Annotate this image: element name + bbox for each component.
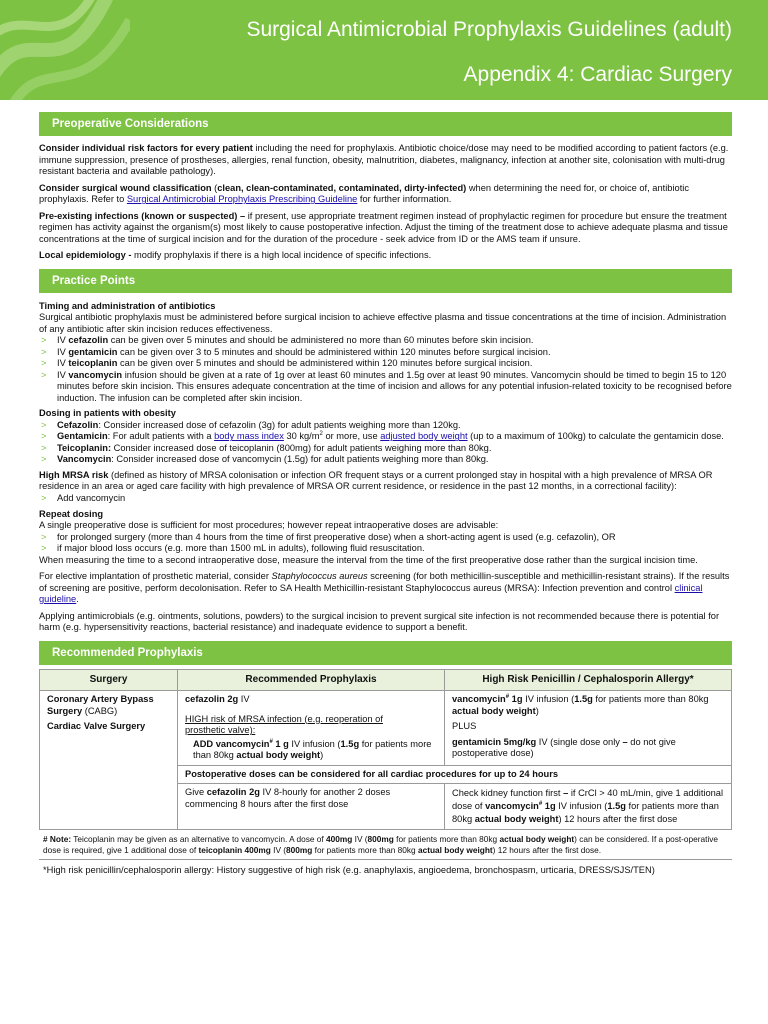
list-item bbox=[39, 335, 732, 347]
bold-text: actual body weight bbox=[499, 834, 575, 845]
italic-text: Staphylococcus aureus bbox=[271, 571, 368, 582]
text: for patients more than 80kg bbox=[193, 738, 432, 761]
allergy-gentamicin bbox=[452, 737, 724, 760]
preop-section bbox=[39, 136, 732, 262]
col-header-allergy: High Risk Penicillin / Cephalosporin Allergy* bbox=[445, 669, 732, 690]
bold-text: actual body weight bbox=[236, 750, 321, 761]
mrsa-para bbox=[39, 470, 732, 493]
list-item bbox=[39, 431, 732, 443]
bold-text: vancomycin bbox=[485, 801, 539, 812]
text: do not give postoperative dose) bbox=[452, 736, 676, 759]
repeat-para-2: When measuring the time to a second intraoperative dose, measure the interval from the time of the first preoperative dose rather than the surgical incision time. bbox=[39, 554, 698, 565]
superscript: # bbox=[538, 801, 543, 808]
prophylaxis-cell bbox=[178, 691, 445, 766]
text: ( bbox=[211, 182, 218, 193]
surgery-cabg bbox=[47, 694, 170, 717]
bold-text: ADD vancomycin bbox=[193, 738, 270, 749]
text: IV ( bbox=[270, 844, 287, 855]
text: for further information. bbox=[357, 194, 452, 205]
text: if CrCl > 40 mL/min, give 1 additional dose of bbox=[452, 788, 724, 812]
text: ) bbox=[320, 750, 324, 761]
text: (defined as history of MRSA colonisation or infection OR frequent stays or a current prolonged stay in hospital with a high prevalence of MRSA OR residence in an area or aged care facility with high prevalence of MRSA OR current residence, or residence in the past 12 months, in a correctional facility): bbox=[39, 469, 713, 492]
bold-text: cefazolin 2g bbox=[206, 787, 260, 798]
list-item bbox=[39, 370, 732, 405]
text: IV infusion ( bbox=[555, 801, 608, 812]
list-item bbox=[39, 358, 732, 370]
text: Check kidney function first bbox=[452, 788, 564, 799]
bold-text: Pre-existing infections (known or suspected) – bbox=[39, 210, 246, 221]
bold-text: Vancomycin bbox=[57, 454, 112, 465]
section-heading-preop: Preoperative Considerations bbox=[39, 112, 732, 136]
bold-text: Local epidemiology - bbox=[39, 250, 132, 261]
text: screening (for both methicillin-susceptible and methicillin-resistant strains). If the results of screening are positive, perform decolonisation. Refer to SA Health Methicillin-resistant Staphylococcus aureus (MRSA): Infection prevention and control bbox=[39, 571, 730, 593]
list-item: > for prolonged surgery (more than 4 hours from the time of first preoperative dose) when a short-acting agent is used (e.g. cefazolin), OR bbox=[39, 532, 732, 544]
bold-text: 1 g bbox=[272, 738, 289, 749]
superscript: 2 bbox=[319, 431, 323, 438]
text: Teicoplanin may be given as an alternative to vancomycin. A dose of bbox=[71, 834, 327, 845]
text: can be given over 5 minutes and should be administered no more than 60 minutes before skin incision. bbox=[108, 335, 534, 346]
text: IV 8-hourly for another 2 doses commencing 8 hours after the first dose bbox=[185, 787, 391, 809]
text: . bbox=[76, 594, 79, 605]
repeat-para: A single preoperative dose is sufficient for most procedures; however repeat intraoperative doses are advisable: bbox=[39, 520, 499, 531]
text: or more, use bbox=[322, 431, 381, 442]
preop-para-risk bbox=[39, 143, 732, 178]
list-item bbox=[39, 454, 732, 466]
repeat-list bbox=[39, 532, 732, 555]
bold-text: # Note: bbox=[43, 834, 72, 845]
bold-text: Coronary Artery Bypass Surgery bbox=[47, 694, 154, 716]
drug-name: cefazolin bbox=[68, 335, 109, 346]
text: (up to a maximum of 100kg) to calculate the gentamicin dose. bbox=[467, 431, 724, 442]
bold-text: 1.5g bbox=[607, 801, 626, 812]
plus-text: PLUS bbox=[452, 721, 477, 732]
text: IV (single dose only bbox=[536, 736, 623, 747]
timing-para: Surgical antibiotic prophylaxis must be administered before surgical incision to achieve effective plasma and tissue concentrations at the time of incision. Administration of any antibiotic after skin incision reduces effectiveness. bbox=[39, 312, 727, 334]
adjusted-weight-link[interactable]: adjusted body weight bbox=[380, 431, 468, 442]
table-row bbox=[40, 691, 732, 766]
allergy-footnote: *High risk penicillin/cephalosporin allergy: History suggestive of high risk (e.g. anaphylaxis, angioedema, bronchospasm, urticaria, DRESS/SJS/TEN) bbox=[43, 864, 655, 875]
bold-text: High MRSA risk bbox=[39, 469, 109, 480]
preop-para-wound bbox=[39, 183, 732, 206]
text: for patients more than 80kg bbox=[312, 844, 418, 855]
col-header-prophylaxis: Recommended Prophylaxis bbox=[178, 669, 445, 690]
preop-para-epidemiology bbox=[39, 250, 732, 262]
bold-text: 1.5g bbox=[574, 694, 593, 705]
page-subtitle: Appendix 4: Cardiac Surgery bbox=[463, 63, 732, 86]
text: infusion should be given at a rate of 1g over at least 60 minutes and 1.5g over at least 90 minutes. Vancomycin should be timed to begin 15 to 120 minutes before skin incision. This ensures adequate concentration at the time of incision and allows for any potential infusion-related toxicity to be recognised before induction. The infusion can be completed after skin incision. bbox=[57, 369, 732, 403]
bold-text: clean, clean-contaminated, contaminated, dirty-infected) bbox=[217, 182, 467, 193]
timing-list bbox=[39, 335, 732, 404]
section-heading-recommended: Recommended Prophylaxis bbox=[39, 641, 732, 665]
bold-text: actual body weight bbox=[417, 844, 493, 855]
bold-text: 1g bbox=[542, 801, 556, 812]
surgery-cell bbox=[40, 691, 178, 830]
elective-para bbox=[39, 571, 732, 606]
text: IV bbox=[57, 358, 69, 369]
list-item bbox=[39, 347, 732, 359]
bold-text: Consider individual risk factors for every patient bbox=[39, 143, 253, 153]
bold-text: Cefazolin bbox=[57, 419, 99, 430]
clinical-guideline-link[interactable]: clinical guideline bbox=[39, 582, 703, 605]
obesity-list bbox=[39, 420, 732, 466]
allergy-cell bbox=[445, 691, 732, 766]
list-item: > Add vancomycin bbox=[39, 493, 732, 505]
drug-name: vancomycin bbox=[68, 369, 123, 380]
repeat-heading: Repeat dosing bbox=[39, 508, 104, 519]
text: ) can be considered. If a post-operative dose is required, give 1 additional dose of bbox=[43, 834, 719, 855]
bold-text: 800mg bbox=[286, 844, 313, 855]
bold-text: Teicoplanin: bbox=[57, 442, 112, 453]
superscript: # bbox=[269, 738, 273, 745]
bold-text: teicoplanin 400mg bbox=[198, 844, 271, 855]
text: IV infusion ( bbox=[522, 694, 575, 705]
list-item bbox=[39, 420, 732, 432]
timing-heading: Timing and administration of antibiotics bbox=[39, 300, 216, 311]
surgery-valve: Cardiac Valve Surgery bbox=[47, 721, 146, 732]
superscript: # bbox=[505, 694, 510, 701]
allergy-vancomycin bbox=[452, 694, 724, 717]
text: IV bbox=[57, 346, 69, 357]
prophylaxis-table bbox=[39, 669, 732, 831]
postop-allergy-cell bbox=[445, 784, 732, 830]
table-header-row bbox=[40, 669, 732, 690]
bold-text: 800mg bbox=[367, 834, 394, 845]
bold-text: 1.5g bbox=[340, 738, 360, 749]
topical-para: Applying antimicrobials (e.g. ointments, solutions, powders) to the surgical incision to prevent surgical site infection is not recommended because there is potential for harm (e.g. hypersensitivity reactions, bacterial resistance) and inadequate evidence to support a benefit. bbox=[39, 610, 720, 633]
text: Consider increased dose of teicoplanin (800mg) for adult patients weighing more than 80kg. bbox=[111, 442, 492, 453]
text: (CABG) bbox=[82, 705, 118, 716]
list-item bbox=[39, 443, 732, 455]
add-vancomycin bbox=[185, 739, 437, 762]
text: : Consider increased dose of cefazolin (3g) for adult patients weighing more than 120kg. bbox=[98, 419, 461, 430]
section-heading-practice: Practice Points bbox=[39, 269, 732, 293]
bold-text: – bbox=[563, 788, 569, 799]
text: IV bbox=[57, 335, 69, 346]
teicoplanin-note bbox=[39, 830, 732, 860]
bold-text: Consider surgical wound classification bbox=[39, 182, 212, 193]
mrsa-risk-text: HIGH risk of MRSA infection (e.g. reoperation of prosthetic valve): bbox=[185, 713, 383, 736]
text: for patients more than 80kg bbox=[592, 694, 709, 705]
text: can be given over 5 minutes and should be administered within 120 minutes before surgical incision. bbox=[117, 358, 533, 369]
bold-text: 400mg bbox=[326, 834, 353, 845]
preop-para-infections bbox=[39, 211, 732, 246]
text: modify prophylaxis if there is a high local incidence of specific infections. bbox=[131, 250, 432, 261]
cefazolin-dose bbox=[185, 694, 437, 706]
page-title: Surgical Antimicrobial Prophylaxis Guidelines (adult) bbox=[246, 18, 732, 41]
drug-name: gentamicin bbox=[68, 346, 118, 357]
bold-text: actual body weight bbox=[452, 705, 536, 716]
text: IV infusion ( bbox=[288, 738, 341, 749]
bold-text: gentamicin 5mg/kg bbox=[452, 736, 537, 747]
text: ) 12 hours after the first dose. bbox=[492, 844, 602, 855]
obesity-heading: Dosing in patients with obesity bbox=[39, 408, 176, 419]
text: ) 12 hours after the first dose bbox=[558, 814, 678, 825]
bmi-link[interactable]: body mass index bbox=[214, 431, 284, 442]
text: including the need for prophylaxis. Antibiotic choice/dose may need to be modified according to patient factors (e.g. immune suppression, presence of prostheses, allergies, renal function, obesity, malnutrition, diabetes, malignancy, infection at another site, colonisation with multi-drug resistant bacteria and available pathology). bbox=[39, 143, 729, 177]
text: for patients more than 80kg bbox=[393, 834, 500, 845]
text: : Consider increased dose of vancomycin (1.5g) for adult patients weighing more than 80kg. bbox=[111, 454, 489, 465]
bold-text: cefazolin 2g bbox=[185, 694, 239, 705]
col-header-surgery: Surgery bbox=[40, 669, 178, 690]
drug-name: teicoplanin bbox=[68, 358, 118, 369]
guideline-link[interactable]: Surgical Antimicrobial Prophylaxis Prescribing Guideline bbox=[126, 194, 358, 205]
text: IV bbox=[57, 369, 69, 380]
text: : For adult patients with a bbox=[107, 431, 215, 442]
text: Give bbox=[185, 787, 207, 798]
text: IV ( bbox=[352, 834, 368, 845]
bold-text: vancomycin bbox=[452, 694, 506, 705]
text: 30 kg/m bbox=[283, 431, 320, 442]
page-header bbox=[0, 0, 768, 100]
list-item: > if major blood loss occurs (e.g. more than 1500 mL in adults), following fluid resuscitation. bbox=[39, 543, 732, 555]
text: IV bbox=[238, 694, 250, 705]
text: ) bbox=[535, 705, 539, 716]
dna-swirl-logo bbox=[0, 0, 130, 100]
bold-text: – bbox=[622, 736, 628, 747]
text: For elective implantation of prosthetic material, consider bbox=[39, 571, 272, 582]
bold-text: 1g bbox=[509, 694, 523, 705]
practice-section bbox=[39, 293, 732, 634]
text: can be given over 3 to 5 minutes and should be administered within 120 minutes before surgical incision. bbox=[117, 346, 551, 357]
text: for patients more than 80kg bbox=[452, 801, 719, 825]
bold-text: Gentamicin bbox=[57, 431, 108, 442]
text: when determining the need for, or choice of, antibiotic prophylaxis. Refer to bbox=[39, 182, 689, 205]
bold-text: actual body weight bbox=[474, 814, 559, 825]
mrsa-list bbox=[39, 493, 732, 505]
text: if present, use appropriate treatment regimen instead of prophylactic regimen for procedure but ensure the treatment regimen has activity against the organism(s) most likely to cause postoperative infection. Adjust the timing of the treatment dose to achieve adequate plasma and tissue concentrations at the time of surgical incision and for the duration of the procedure - seek advice from ID or the AMS team if unsure. bbox=[39, 210, 728, 244]
postop-heading: Postoperative doses can be considered for all cardiac procedures for up to 24 hours bbox=[178, 765, 732, 784]
postop-prophylaxis-cell bbox=[178, 784, 445, 830]
